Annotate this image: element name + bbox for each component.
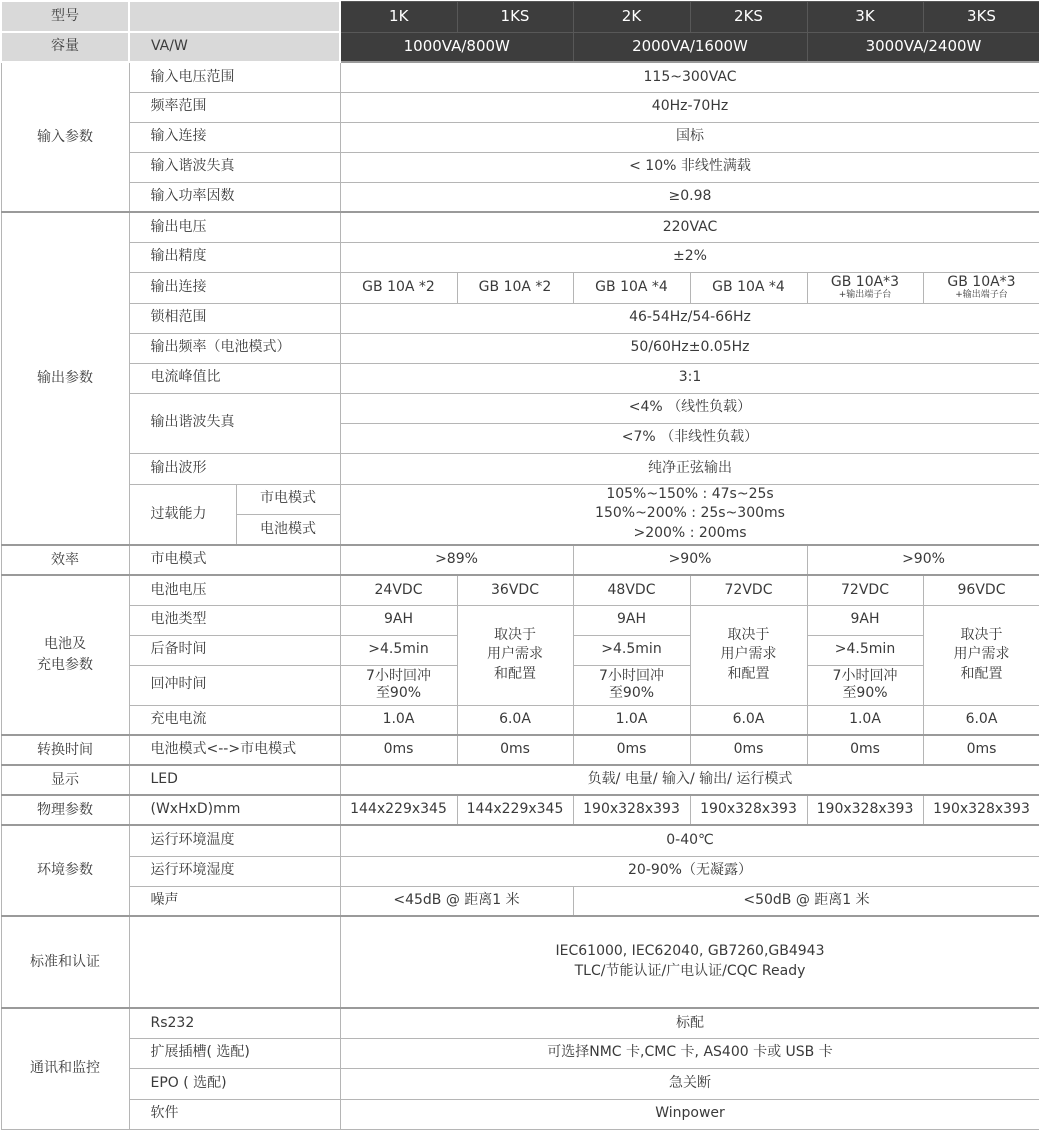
- depends-line: 用户需求: [720, 646, 777, 663]
- depends-line: 用户需求: [953, 646, 1010, 663]
- value-cell: [807, 272, 923, 303]
- param-label: 输入电压范围: [129, 62, 340, 92]
- depends-line: 和配置: [960, 665, 1003, 682]
- value-cell: 6.0A: [690, 705, 807, 735]
- value-cell: 6.0A: [923, 705, 1039, 735]
- param-label: 运行环境湿度: [129, 856, 340, 886]
- input-voltage-range-row: [1, 62, 1039, 92]
- param-label: 输出波形: [129, 453, 340, 484]
- section-battery-line: 充电参数: [37, 657, 93, 673]
- param-label: 扩展插槽( 选配): [129, 1038, 340, 1068]
- param-label: 锁相范围: [129, 303, 340, 333]
- param-label: (WxHxD)mm: [129, 795, 340, 825]
- input-power-factor-row: [1, 182, 1039, 212]
- value-cell: 1.0A: [340, 705, 457, 735]
- env-temp-row: [1, 825, 1039, 856]
- param-label: 市电模式: [129, 545, 340, 575]
- section-battery: [1, 575, 129, 735]
- value-cell: <4% （线性负载）: [340, 393, 1039, 423]
- param-label: 输出连接: [129, 272, 340, 303]
- param-label: 输出电压: [129, 212, 340, 242]
- value-cell: 96VDC: [923, 575, 1039, 605]
- value-cell: ≥0.98: [340, 182, 1039, 212]
- terminal-note: +输出端子台: [838, 290, 892, 301]
- value-cell: 6.0A: [457, 705, 573, 735]
- param-label: 输入连接: [129, 122, 340, 152]
- value-cell: 190x328x393: [690, 795, 807, 825]
- value-cell: 50/60Hz±0.05Hz: [340, 333, 1039, 363]
- value-cell: ±2%: [340, 242, 1039, 272]
- value-cell: 72VDC: [807, 575, 923, 605]
- recharge-line: 7小时回冲: [599, 667, 664, 684]
- recharge-line: 至90%: [842, 685, 888, 701]
- value-cell: 20-90%（无凝露）: [340, 856, 1039, 886]
- battery-freq-row: [1, 333, 1039, 363]
- epo-row: [1, 1068, 1039, 1099]
- value-cell: <50dB @ 距离1 米: [573, 886, 1039, 916]
- value-cell: 可选择NMC 卡,CMC 卡, AS400 卡或 USB 卡: [340, 1038, 1039, 1068]
- slot-row: [1, 1038, 1039, 1068]
- param-label: 输入功率因数: [129, 182, 340, 212]
- value-cell: 9AH: [340, 605, 457, 635]
- section-standards: 标准和认证: [1, 916, 129, 1008]
- value-cell: GB 10A *4: [690, 272, 807, 303]
- model-row-label: 型号: [1, 1, 129, 32]
- output-thd-linear-row: [1, 393, 1039, 423]
- value-cell: 0ms: [457, 735, 573, 765]
- model-header-1ks: 1KS: [457, 1, 573, 32]
- value-cell: 国标: [340, 122, 1039, 152]
- section-efficiency: 效率: [1, 545, 129, 575]
- param-label: EPO ( 选配): [129, 1068, 340, 1099]
- value-cell: >4.5min: [807, 635, 923, 665]
- value-cell: 0-40℃: [340, 825, 1039, 856]
- efficiency-row: [1, 545, 1039, 575]
- param-label: 运行环境温度: [129, 825, 340, 856]
- crest-factor-row: [1, 363, 1039, 393]
- standards-spacer: [129, 916, 340, 1008]
- depends-cell: [457, 605, 573, 705]
- input-thd-row: [1, 152, 1039, 182]
- model-header-2k: 2K: [573, 1, 690, 32]
- value-cell: 24VDC: [340, 575, 457, 605]
- depends-line: 用户需求: [487, 646, 543, 663]
- recharge-line: 至90%: [375, 685, 422, 701]
- value-cell: 0ms: [923, 735, 1039, 765]
- overload-mode-mains: 市电模式: [236, 484, 340, 514]
- waveform-row: [1, 453, 1039, 484]
- value-cell: 190x328x393: [807, 795, 923, 825]
- capacity-3k: 3000VA/2400W: [807, 32, 1039, 62]
- software-row: [1, 1099, 1039, 1129]
- value-cell: 190x328x393: [573, 795, 690, 825]
- value-cell: 急关断: [340, 1068, 1039, 1099]
- model-header-3k: 3K: [807, 1, 923, 32]
- value-cell: <7% （非线性负载）: [340, 423, 1039, 453]
- output-precision-row: [1, 242, 1039, 272]
- value-cell: [340, 665, 457, 705]
- model-header-3ks: 3KS: [923, 1, 1039, 32]
- param-label: 回冲时间: [129, 665, 340, 705]
- param-label: 后备时间: [129, 635, 340, 665]
- output-connection-row: [1, 272, 1039, 303]
- battery-voltage-row: [1, 575, 1039, 605]
- section-transfer: 转换时间: [1, 735, 129, 765]
- display-row: [1, 765, 1039, 795]
- capacity-row-label: 容量: [1, 32, 129, 62]
- value-cell: >89%: [340, 545, 573, 575]
- section-comm: 通讯和监控: [1, 1008, 129, 1129]
- param-label: 输出精度: [129, 242, 340, 272]
- model-row: [1, 1, 1039, 32]
- capacity-2k: 2000VA/1600W: [573, 32, 807, 62]
- value-cell: 190x328x393: [923, 795, 1039, 825]
- terminal-note: +输出端子台: [955, 290, 1008, 301]
- rs232-row: [1, 1008, 1039, 1038]
- value-cell: GB 10A *2: [340, 272, 457, 303]
- value-cell: >4.5min: [573, 635, 690, 665]
- section-battery-line: 电池及: [44, 636, 86, 652]
- value-cell: 220VAC: [340, 212, 1039, 242]
- param-label: 软件: [129, 1099, 340, 1129]
- overload-mode-battery: 电池模式: [236, 514, 340, 545]
- value-cell: Winpower: [340, 1099, 1039, 1129]
- overload-line: 150%~200% : 25s~300ms: [595, 505, 785, 522]
- overload-mains-row: [1, 484, 1039, 514]
- value-cell: 1.0A: [573, 705, 690, 735]
- value-cell: 3:1: [340, 363, 1039, 393]
- param-label: 电池电压: [129, 575, 340, 605]
- depends-line: 和配置: [494, 665, 536, 682]
- section-display: 显示: [1, 765, 129, 795]
- section-output: 输出参数: [1, 212, 129, 545]
- value-cell: 0ms: [807, 735, 923, 765]
- value-cell: [573, 665, 690, 705]
- standards-line: TLC/节能认证/广电认证/CQC Ready: [574, 963, 806, 979]
- depends-line: 取决于: [494, 626, 536, 643]
- value-cell: 9AH: [807, 605, 923, 635]
- overload-line: >200% : 200ms: [633, 525, 747, 542]
- value-cell: 48VDC: [573, 575, 690, 605]
- value-cell: GB 10A *2: [457, 272, 573, 303]
- depends-line: 取决于: [727, 626, 770, 643]
- depends-cell: [923, 605, 1039, 705]
- value-cell: >90%: [573, 545, 807, 575]
- value-cell: <45dB @ 距离1 米: [340, 886, 573, 916]
- recharge-line: 至90%: [608, 685, 655, 701]
- standards-line: IEC61000, IEC62040, GB7260,GB4943: [555, 943, 825, 960]
- value-cell: 0ms: [573, 735, 690, 765]
- value-cell: >4.5min: [340, 635, 457, 665]
- param-label: 过载能力: [129, 484, 236, 545]
- section-input: 输入参数: [1, 62, 129, 212]
- value-cell: 144x229x345: [340, 795, 457, 825]
- value-cell: 40Hz-70Hz: [340, 92, 1039, 122]
- standards-value-cell: [340, 916, 1039, 1008]
- battery-type-row: [1, 605, 1039, 635]
- transfer-time-row: [1, 735, 1039, 765]
- connection-main: GB 10A*3: [830, 274, 900, 291]
- value-cell: 9AH: [573, 605, 690, 635]
- param-label: 输出谐波失真: [129, 393, 340, 453]
- value-cell: 36VDC: [457, 575, 573, 605]
- model-row-spacer: [129, 1, 340, 32]
- value-cell: 46-54Hz/54-66Hz: [340, 303, 1039, 333]
- param-label: 电流峰值比: [129, 363, 340, 393]
- input-connection-row: [1, 122, 1039, 152]
- section-environment: 环境参数: [1, 825, 129, 916]
- param-label: 输出频率（电池模式）: [129, 333, 340, 363]
- capacity-1k: 1000VA/800W: [340, 32, 573, 62]
- output-voltage-row: [1, 212, 1039, 242]
- value-cell: 纯净正弦输出: [340, 453, 1039, 484]
- model-header-2ks: 2KS: [690, 1, 807, 32]
- value-cell: 0ms: [690, 735, 807, 765]
- value-cell: 144x229x345: [457, 795, 573, 825]
- value-cell: 72VDC: [690, 575, 807, 605]
- phase-lock-row: [1, 303, 1039, 333]
- value-cell: 1.0A: [807, 705, 923, 735]
- connection-main: GB 10A*3: [947, 274, 1016, 291]
- physical-row: [1, 795, 1039, 825]
- value-cell: [807, 665, 923, 705]
- param-label: 噪声: [129, 886, 340, 916]
- value-cell: [923, 272, 1039, 303]
- value-cell: GB 10A *4: [573, 272, 690, 303]
- param-label: 输入谐波失真: [129, 152, 340, 182]
- depends-line: 取决于: [960, 626, 1003, 643]
- param-label: 电池模式<-->市电模式: [129, 735, 340, 765]
- param-label: 频率范围: [129, 92, 340, 122]
- value-cell: 115~300VAC: [340, 62, 1039, 92]
- value-cell: 0ms: [340, 735, 457, 765]
- param-label: Rs232: [129, 1008, 340, 1038]
- env-noise-row: [1, 886, 1039, 916]
- recharge-line: 7小时回冲: [832, 667, 898, 684]
- value-cell: >90%: [807, 545, 1039, 575]
- param-label: 电池类型: [129, 605, 340, 635]
- overload-line: 105%~150% : 47s~25s: [606, 485, 774, 502]
- capacity-unit-label: VA/W: [129, 32, 340, 62]
- param-label: LED: [129, 765, 340, 795]
- standards-row: [1, 916, 1039, 1008]
- value-cell: 标配: [340, 1008, 1039, 1038]
- capacity-row: [1, 32, 1039, 62]
- param-label: 充电电流: [129, 705, 340, 735]
- env-humidity-row: [1, 856, 1039, 886]
- value-cell: 负载/ 电量/ 输入/ 输出/ 运行模式: [340, 765, 1039, 795]
- model-header-1k: 1K: [340, 1, 457, 32]
- depends-line: 和配置: [727, 665, 770, 682]
- charge-current-row: [1, 705, 1039, 735]
- overload-value-cell: [340, 484, 1039, 545]
- recharge-line: 7小时回冲: [366, 667, 431, 684]
- depends-cell: [690, 605, 807, 705]
- section-physical: 物理参数: [1, 795, 129, 825]
- input-freq-range-row: [1, 92, 1039, 122]
- value-cell: < 10% 非线性满载: [340, 152, 1039, 182]
